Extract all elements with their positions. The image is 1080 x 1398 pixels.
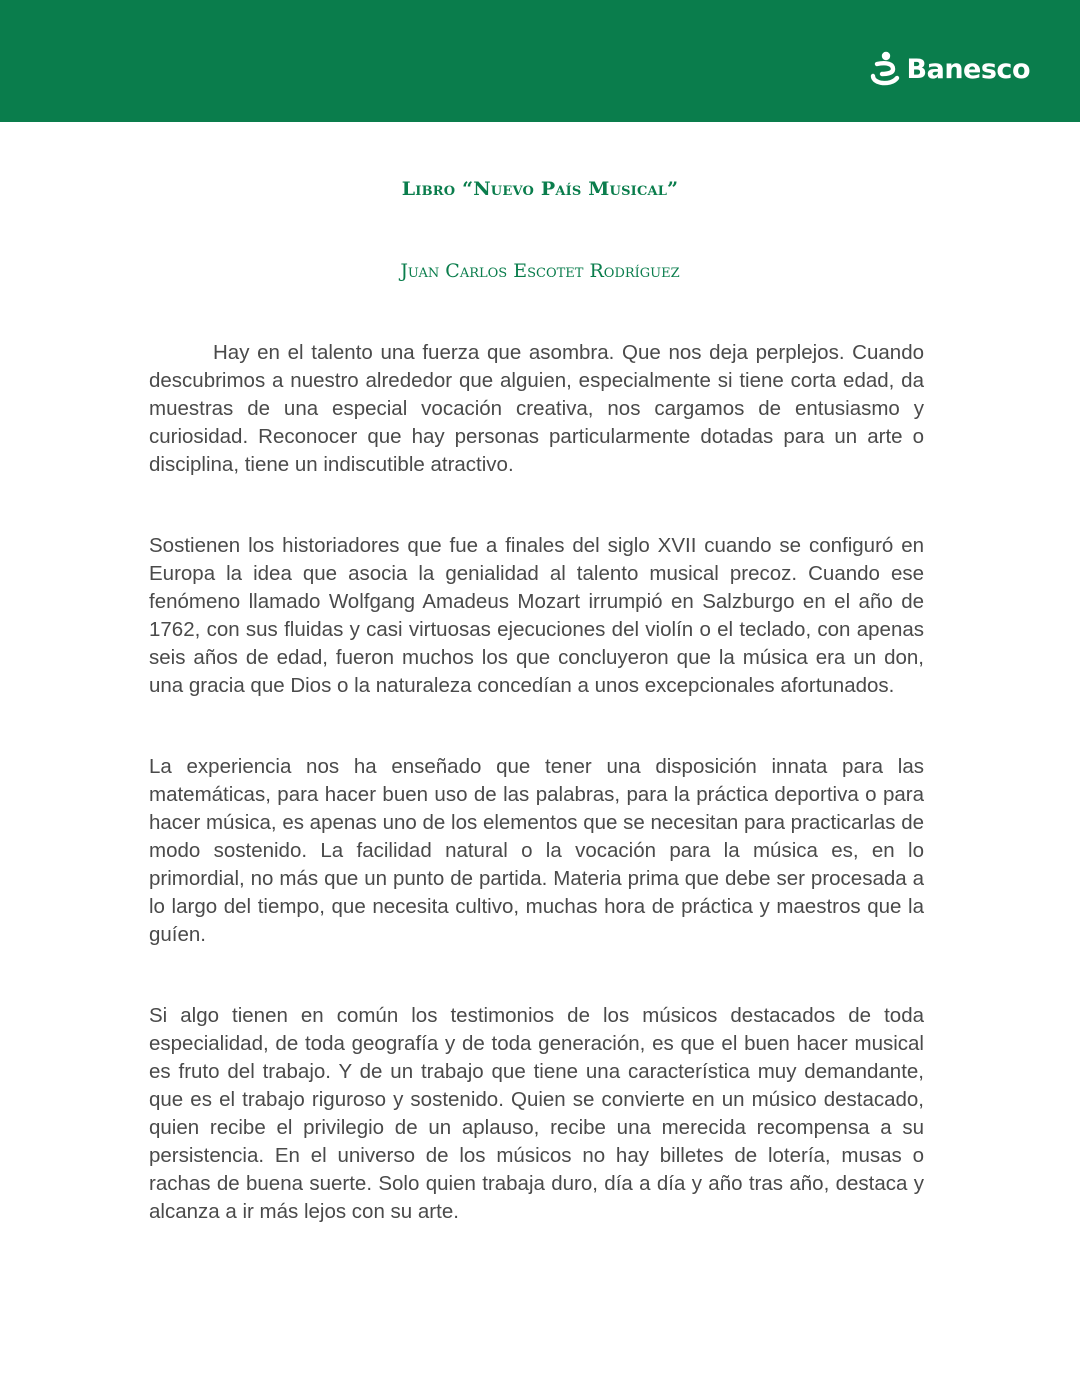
document-title: Libro “Nuevo País Musical” xyxy=(401,178,679,200)
banesco-logo-icon xyxy=(867,50,903,88)
brand-name: Banesco xyxy=(906,53,1030,85)
paragraph: Hay en el talento una fuerza que asombra. Que nos deja perplejos. Cuando descubrimos a nuestro alrededor que alguien, especialmente si tiene corta edad, da muestras de una especial vocación creativa, nos cargamos de entusiasmo y curiosidad. Reconocer que hay personas particularmente dotadas para un arte o disciplina, tiene un indiscutible atractivo. xyxy=(149,341,924,476)
brand-logo xyxy=(867,50,1030,88)
document-body xyxy=(149,339,924,1279)
paragraph: Sostienen los historiadores que fue a finales del siglo XVII cuando se configuró en Europa la idea que asocia la genialidad al talento musical precoz. Cuando ese fenómeno llamado Wolfgang Amadeus Mozart irrumpió en Salzburgo en el año de 1762, con sus fluidas y casi virtuosas ejecuciones del violín o el teclado, con apenas seis años de edad, fueron muchos los que concluyeron que la música era un don, una gracia que Dios o la naturaleza concedían a unos excepcionales afortunados. xyxy=(149,534,924,697)
document-author: Juan Carlos Escotet Rodríguez xyxy=(400,260,680,282)
paragraph: Si algo tienen en común los testimonios de los músicos destacados de toda especialidad, de toda geografía y de toda generación, es que el buen hacer musical es fruto del trabajo. Y de un trabajo que tiene una característica muy demandante, que es el trabajo riguroso y sostenido. Quien se convierte en un músico destacado, quien recibe el privilegio de un aplauso, recibe una merecida recompensa a su persistencia. En el universo de los músicos no hay billetes de lotería, musas o rachas de buena suerte. Solo quien trabaja duro, día a día y año tras año, destaca y alcanza a ir más lejos con su arte. xyxy=(149,1004,924,1223)
header-bar xyxy=(0,0,1080,122)
paragraph: La experiencia nos ha enseñado que tener una disposición innata para las matemáticas, para hacer buen uso de las palabras, para la práctica deportiva o para hacer música, es apenas uno de los elementos que se necesitan para practicarlas de modo sostenido. La facilidad natural o la vocación para la música es, en lo primordial, no más que un punto de partida. Materia prima que debe ser procesada a lo largo del tiempo, que necesita cultivo, muchas hora de práctica y maestros que la guíen. xyxy=(149,755,924,946)
